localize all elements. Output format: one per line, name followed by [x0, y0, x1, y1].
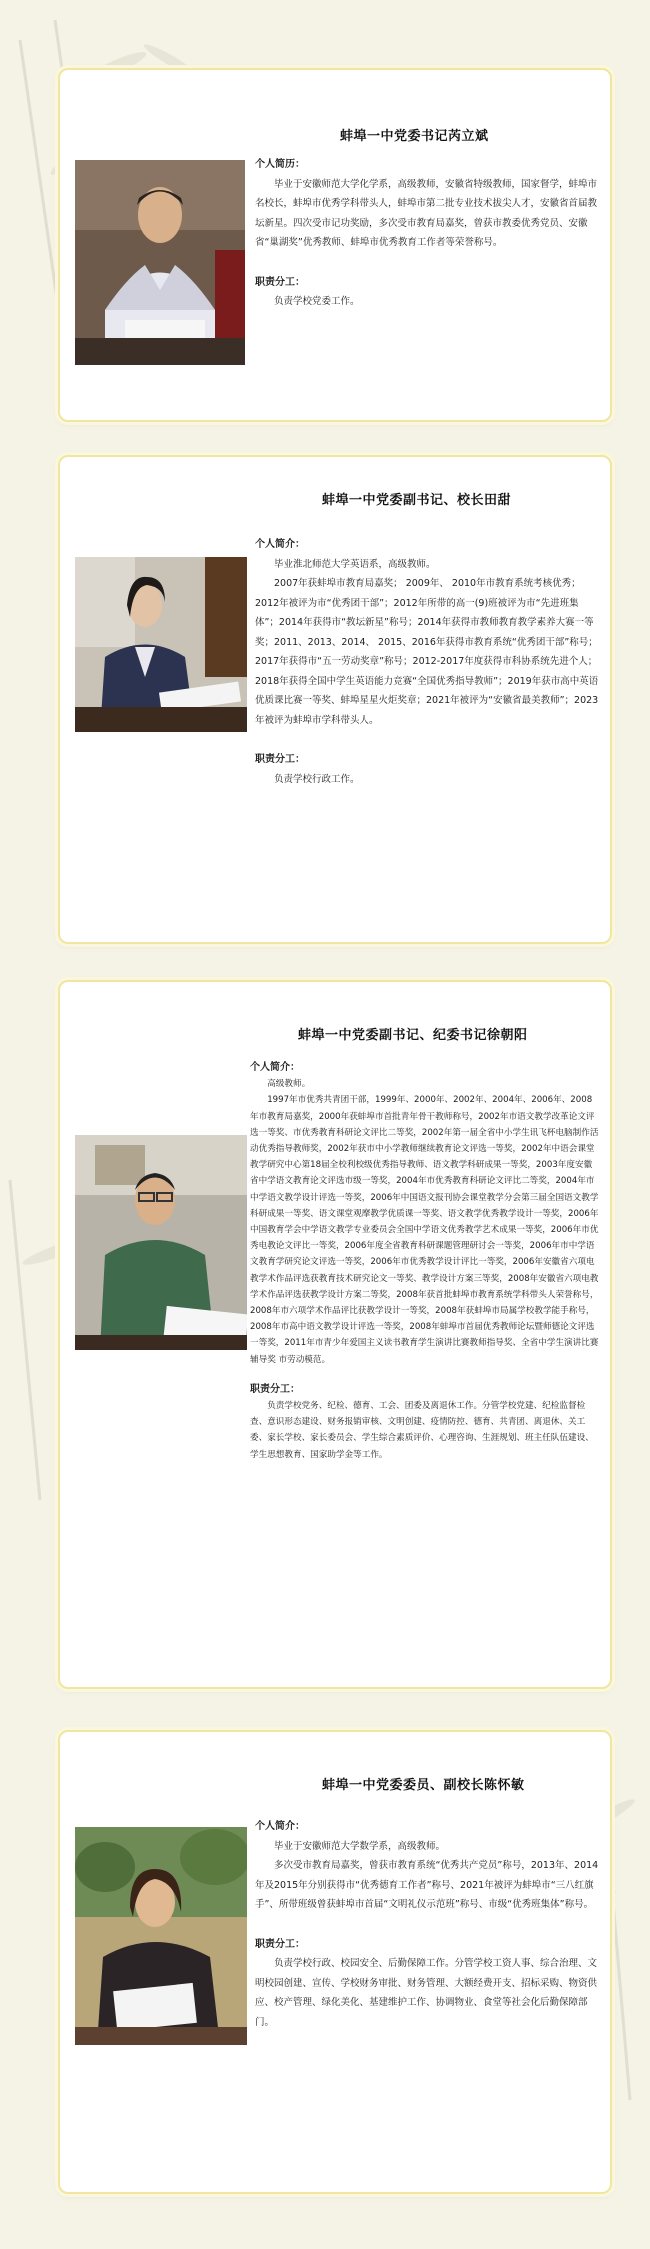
- duty-label: 职责分工：: [255, 754, 305, 765]
- profile-title: 蚌埠一中党委委员、副校长陈怀敏: [322, 1778, 525, 1793]
- intro-text: 毕业于安徽师范大学数学系，高级教师。: [274, 1840, 446, 1852]
- profile-text: [255, 155, 600, 312]
- intro-text-2: 1997年市优秀共青团干部，1999年、2000年、2002年、2004年、2006年、2008年市教育局嘉奖，2000年获蚌埠市首批青年骨干教师称号，2002年市语文教学改革论文评选一等奖、市优秀教育科研论文评比二等奖，2002年第一届全省中小学生讯飞杯电脑制作活动优秀指导教师奖，2002年获市中小学教师继续教育论文评选一等奖，2002年中语会课堂教学研究中心第18届全校利校级优秀指导教师、语文教学科研成果一等奖，2003年度安徽省中学语文教育论文评选市级一等奖，2004年市优秀教育科研论文评比二等奖，2004年市中学语文教学设计评选一等奖，2006年中国语文报刊协会课堂教学分会第三届全国语文教学科研成果一等奖、语文课堂观摩教学优质课一等奖、语文教学优秀教学设计一等奖，2006年中国教育学会中学语文教学专业委员会全国中学语文优秀教学艺术成果一等奖，2006年市优秀电教论文评比一等奖，2006年度全省教育科研课题管理研讨会一等奖，2006年市中学语文教育学研究论文评选一等奖，2006年市优秀教学设计评比一等奖，2006年安徽省六项电教学术作品评选获教育技术研究论文一等奖、教学设计方案三等奖，2008年安徽省六项电教学术作品评选获教学设计方案二等奖，2008年获首批蚌埠市教育系统学科带头人荣誉称号，2008年市六项学术作品评比获教学设计一等奖，2008年获蚌埠市局属学校教学能手称号，2008年市高中语文教学设计评选一等奖，2008年蚌埠市首届优秀教师论坛暨师德论文评选一等奖，2011年市青少年爱国主义读书教育学生演讲比赛教师指导奖、全省中学生演讲比赛辅导奖 市劳动模范。: [250, 1095, 599, 1365]
- intro-label: 个人简介：: [255, 539, 305, 550]
- profile-card-1: [58, 68, 612, 422]
- profile-photo: [75, 1827, 247, 2045]
- duty-label: 职责分工：: [250, 1383, 300, 1395]
- profile-text: [255, 1817, 600, 2032]
- intro-text: 高级教师。: [267, 1079, 311, 1090]
- profile-text: [250, 1060, 600, 1463]
- profile-photo: [75, 557, 247, 732]
- intro-label: 个人简介：: [250, 1062, 300, 1073]
- duty-label: 职责分工：: [255, 276, 305, 288]
- duty-text: 负责学校行政、校园安全、后勤保障工作。分管学校工资人事、综合治理、文明校园创建、宣传、学校财务审批、财务管理、大额经费开支、招标采购、物资供应、校产管理、绿化美化、基建维护工作、协调物业、食堂等社会化后勤保障部门。: [255, 1958, 598, 2028]
- profile-photo: [75, 160, 245, 365]
- intro-text: 毕业淮北师范大学英语系，高级教师。: [274, 558, 436, 570]
- profile-card-2: [58, 455, 612, 944]
- profile-photo: [75, 1135, 247, 1350]
- duty-label: 职责分工：: [255, 1938, 305, 1950]
- intro-label: 个人简历：: [255, 159, 305, 170]
- intro-text-2: 多次受市教育局嘉奖，曾获市教育系统“优秀共产党员”称号，2013年、2014年及2015年分别获得市“优秀德育工作者”称号、2021年被评为蚌埠市“三八红旗手”、所带班级曾获蚌埠市首届“文明礼仪示范班”称号、市级“优秀班集体”称号。: [255, 1860, 599, 1910]
- intro-label: 个人简介：: [255, 1821, 305, 1832]
- intro-text: 毕业于安徽师范大学化学系，高级教师，安徽省特级教师，国家督学，蚌埠市名校长，蚌埠市优秀学科带头人，蚌埠市第二批专业技术拔尖人才，安徽省首届教坛新星。四次受市记功奖励，多次受市教育局嘉奖，曾获市教委优秀党员、安徽省“巢湖奖”优秀教师、蚌埠市优秀教育工作者等荣誉称号。: [255, 178, 598, 248]
- duty-text: 负责学校党务、纪检、德育、工会、团委及离退休工作。分管学校党建、纪检监督检查、意识形态建设、财务报销审核、文明创建、疫情防控、德育、共青团、离退休、关工委、家长学校、家长委员会、学生综合素质评价、心理咨询、生涯规划、班主任队伍建设、学生思想教育、国家助学金等工作。: [250, 1401, 594, 1460]
- profile-card-4: [58, 1730, 612, 2194]
- profile-title: 蚌埠一中党委副书记、校长田甜: [322, 493, 512, 508]
- duty-text: 负责学校行政工作。: [274, 773, 360, 785]
- profile-title: 蚌埠一中党委副书记、纪委书记徐朝阳: [298, 1028, 528, 1043]
- intro-text-2: 2007年获蚌埠市教育局嘉奖； 2009年、 2010年市教育系统考核优秀； 2012年被评为市“优秀团干部”；2012年所带的高一(9)班被评为市“先进班集体”；2014年获得市“教坛新星”称号；2014年获得市教师教育教学素养大赛一等奖；2011、2013、2014、 2015、2016年获得市教育系统“优秀团干部”称号；2017年获得市“五一劳动奖章”称号；2012-2017年度获得市科协系统先进个人；2018年获得全国中学生英语能力竞赛“全国优秀指导教师”；2019年获市高中英语优质课比赛一等奖、蚌埠星星火炬奖章；2021年被评为“安徽省最美教师”；2023年被评为蚌埠市学科带头人。: [255, 578, 599, 726]
- profile-text: [255, 535, 600, 789]
- duty-text: 负责学校党委工作。: [274, 296, 360, 307]
- profile-card-3: [58, 980, 612, 1689]
- profile-title: 蚌埠一中党委书记芮立斌: [340, 129, 489, 144]
